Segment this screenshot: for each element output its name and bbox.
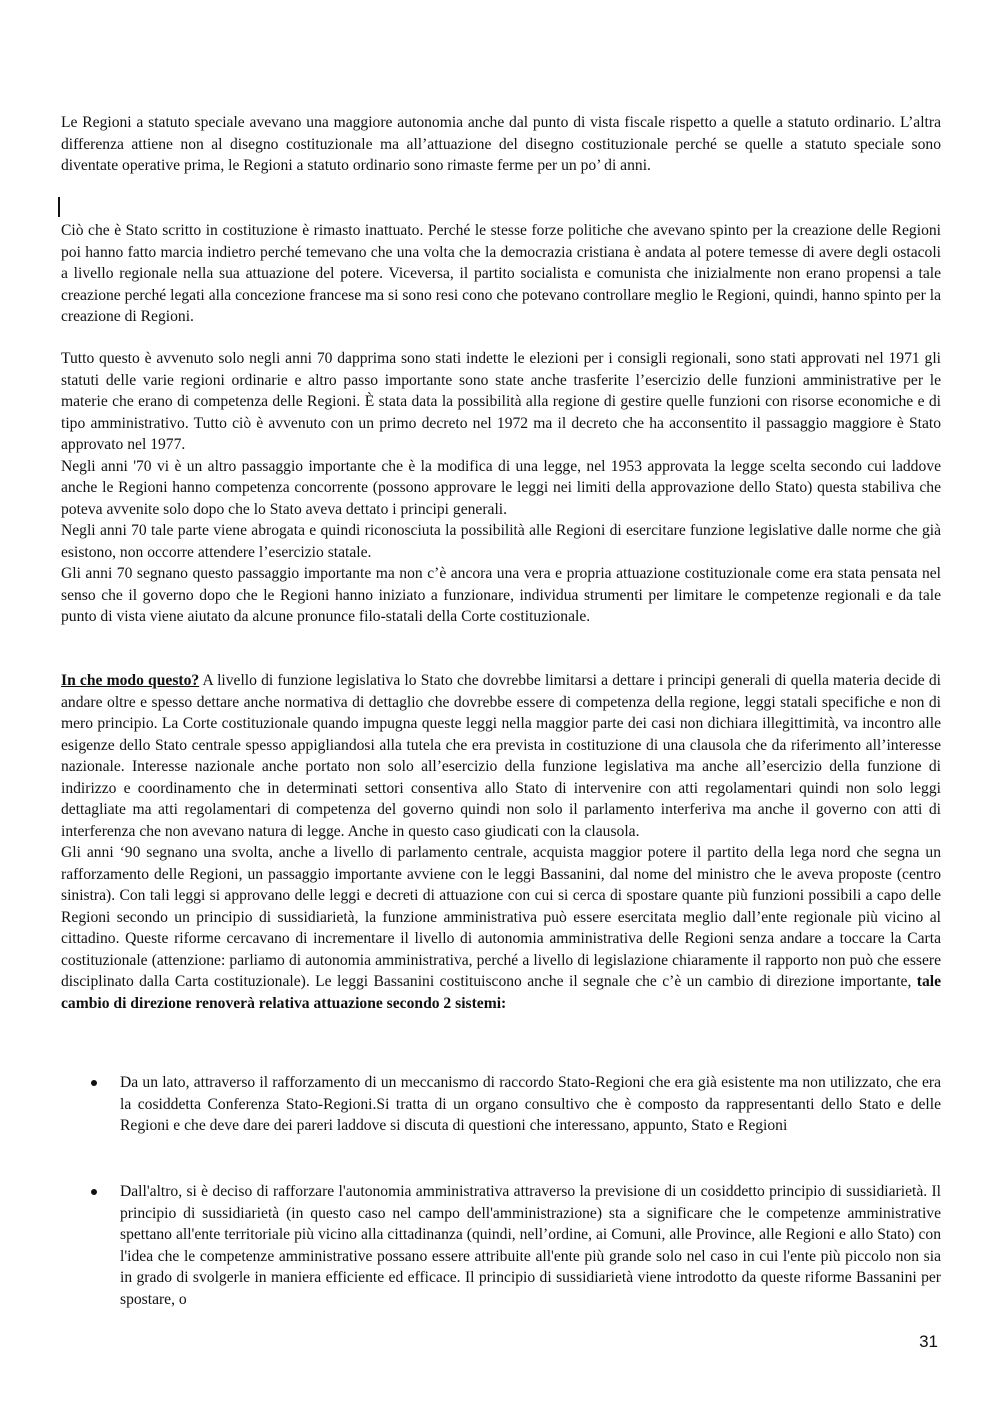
paragraph-text: Ciò che è Stato scritto in costituzione è rimasto inattuato. Perché le stesse forze politiche che avevano spinto per la creazione delle Regioni poi hanno fatto marcia indietro perché temevano che una volta che la democrazia cristiana è andata al potere temesse di avere degli ostacoli a livello regionale nella sua attuazione del potere. Viceversa, il partito socialista e comunista che inizialmente non erano propensi a tale creazione perché legati alla concezione francese ma si sono resi cono che potevano controllare meglio le Regioni, quindi, hanno spinto per la creazione di Regioni. bbox=[61, 222, 941, 325]
paragraph-text bbox=[61, 670, 941, 842]
bullet-row bbox=[61, 1072, 941, 1137]
text-cursor bbox=[58, 197, 60, 217]
paragraph-body: A livello di funzione legislativa lo Stato che dovrebbe limitarsi a dettare i principi generali di quella materia decide di andare oltre e spesso dettare anche normativa di dettaglio che dovrebbe essere di competenza della regione, leggi statali specifiche e non di mero principio. La Corte costituzionale quando impugna queste leggi nella maggior parte dei casi non dichiara illegittimità, va incontro alle esigenze dello Stato centrale spesso appigliandosi alla tutela che era prevista in costituzione di una clausola che da riferimento all’interesse nazionale. Interesse nazionale anche portato non solo all’esercizio della funzione legislativa ma anche all’esercizio della funzione di indirizzo e coordinamento che in determinati settori consentiva allo Stato di intervenire con atti regolamentari quindi non solo leggi dettagliate ma atti regolamentari di competenza del governo quindi non solo il parlamento interferiva ma anche il governo con atti di interferenza che non avevano natura di legge. Anche in questo caso giudicati con la clausola. bbox=[61, 672, 941, 840]
list-item bbox=[61, 1181, 941, 1310]
paragraph-text: Negli anni '70 vi è un altro passaggio importante che è la modifica di una legge, nel 1953 approvata la legge scelta secondo cui laddove anche le Regioni hanno competenza concorrente (possono approvare le leggi nei limiti della approvazione dello Stato) questa stabiliva che poteva avvenite solo dopo che lo Stato aveva dettato i principi generali. bbox=[61, 457, 941, 518]
paragraph-text: Tutto questo è avvenuto solo negli anni 70 dapprima sono stati indette le elezioni per i consigli regionali, sono stati approvati nel 1971 gli statuti delle varie regioni ordinarie e altro passo importante sono state anche trasferite l’esercizio delle funzioni amministrative per le materie che erano di competenza delle Regioni. È stata data la possibilità alla regione di gestire quelle funzioni con risorse economiche e di tipo amministrativo. Tutto ciò è avvenuto con un primo decreto nel 1972 ma il decreto che ha acconsentito il passaggio maggiore è Stato approvato nel 1977. bbox=[61, 350, 941, 453]
bullet-text: Da un lato, attraverso il rafforzamento di un meccanismo di raccordo Stato-Regioni che era già esistente ma non utilizzato, che era la cosiddetta Conferenza Stato-Regioni.Si tratta di un organo consultivo che è composto da rappresentanti dello Stato e delle Regioni e che deve dare dei pareri laddove si discuta di questioni che interessano, appunto, Stato e Regioni bbox=[120, 1074, 941, 1134]
paragraph-text: Gli anni 70 segnano questo passaggio importante ma non c’è ancora una vera e propria attuazione costituzionale come era stata pensata nel senso che il governo dopo che le Regioni hanno iniziato a funzionare, individua strumenti per limitare le competenze regionali e da tale punto di vista viene aiutato da alcune pronunce filo-statali della Corte costituzionale. bbox=[61, 565, 941, 625]
paragraph-text: Negli anni 70 tale parte viene abrogata e quindi riconosciuta la possibilità alle Regioni di esercitare funzione legislative dalle norme che già esistono, non occorre attendere l’esercizio statale. bbox=[61, 522, 941, 561]
bold-statement: tale cambio di direzione renoverà relativa attuazione secondo 2 sistemi: bbox=[61, 973, 941, 1012]
bullet-icon bbox=[61, 1072, 120, 1137]
bullet-row bbox=[61, 1181, 941, 1310]
paragraph-in-che-modo bbox=[61, 670, 941, 1014]
paragraph-text: Le Regioni a statuto speciale avevano una maggiore autonomia anche dal punto di vista fiscale rispetto a quelle a statuto ordinario. L’altra differenza attiene non al disegno costituzionale ma all’attuazione del disegno costituzionale perché se quelle a statuto speciale sono diventate operative prima, le Regioni a statuto ordinario sono rimaste ferme per un po’ di anni. bbox=[61, 114, 941, 174]
paragraph-inattuato bbox=[61, 220, 941, 328]
bullet-icon bbox=[61, 1181, 120, 1310]
paragraph-body: Gli anni ‘90 segnano una svolta, anche a livello di parlamento centrale, acquista maggior potere il partito della lega nord che segna un rafforzamento delle Regioni, un passaggio importante avviene con le leggi Bassanini, dal nome del ministro che le aveva proposte (centro sinistra). Con tali leggi si approvano delle leggi e decreti di attuazione con cui si cerca di spostare quante più funzioni possibili a capo delle Regioni secondo un principio di sussidiarietà, la funzione amministrativa può essere esercitata meglio dall’ente regionale più vicino al cittadino. Queste riforme cercavano di incrementare il livello di autonomia amministrativa delle Regioni senza andare a toccare la Carta costituzionale (attenzione: parliamo di autonomia amministrativa, perché a livello di legislazione chiaramente il rapporto non può che essere disciplinato dalla Carta costituzionale). Le leggi Bassanini costituiscono anche il segnale che c’è un cambio di direzione importante, bbox=[61, 844, 941, 990]
page-number: 31 bbox=[919, 1332, 938, 1351]
paragraph-text bbox=[61, 842, 941, 1014]
paragraph-anni-70 bbox=[61, 348, 941, 628]
paragraph-statuto-speciale bbox=[61, 112, 941, 177]
bullet-text: Dall'altro, si è deciso di rafforzare l'autonomia amministrativa attraverso la previsione di un cosiddetto principio di sussidiarietà. Il principio di sussidiarietà (in questo caso nel campo dell'amministrazione) sta a significare che le competenze amministrative spettano all'ente territoriale più vicino alla cittadinanza (quindi, nell’ordine, ai Comuni, alle Province, alle Regioni e allo Stato) con l'idea che le competenze amministrative possano essere attribuite all'ente più grande solo nel caso in cui l'ente più piccolo non sia in grado di svolgerle in maniera efficiente ed efficace. Il principio di sussidiarietà viene introdotto da queste riforme Bassanini per spostare, o bbox=[120, 1183, 941, 1308]
section-lead-in: In che modo questo? bbox=[61, 672, 200, 689]
list-item bbox=[61, 1072, 941, 1137]
